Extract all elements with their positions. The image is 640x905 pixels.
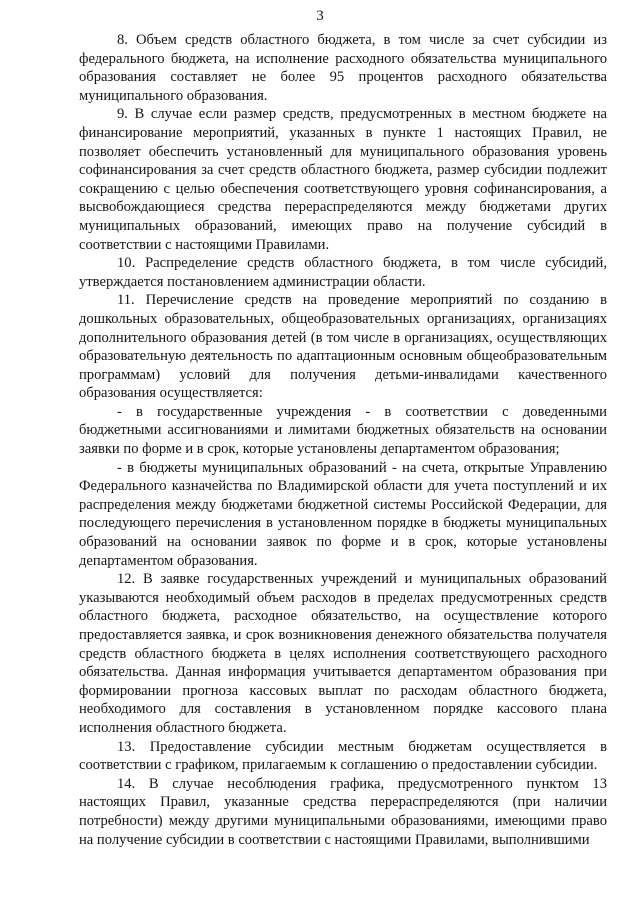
paragraph-11-item-state-institutions: - в государственные учреждения - в соответствии с доведенными бюджетными ассигнованиями и лимитами бюджетных обязательств на основании заявки по форме и в срок, которые установлены департаментом образования;: [79, 403, 607, 458]
paragraph-10: 10. Распределение средств областного бюджета, в том числе субсидий, утверждается постановлением администрации области.: [79, 255, 607, 290]
paragraph-14: 14. В случае несоблюдения графика, предусмотренного пунктом 13 настоящих Правил, указанные средства перераспределяются (при наличии потребности) между другими муниципальными образованиями, имеющими право на получение субсидии в соответствии с настоящими Правилами, выполнившими: [79, 775, 607, 848]
document-body: [79, 31, 607, 849]
paragraph-9: 9. В случае если размер средств, предусмотренных в местном бюджете на финансирование мероприятий, указанных в пункте 1 настоящих Правил, не позволяет обеспечить установленный для муниципального образования уровень софинансирования за счет средств областного бюджета, размер субсидии подлежит сокращению с целью обеспечения соответствующего уровня софинансирования, а высвобождающиеся средства перераспределяются между бюджетами других муниципальных образований, имеющих право на получение субсидий в соответствии с настоящими Правилами.: [79, 106, 607, 253]
paragraph-13: 13. Предоставление субсидии местным бюджетам осуществляется в соответствии с графиком, прилагаемым к соглашению о предоставлении субсидии.: [79, 738, 607, 774]
paragraph-11-item-municipal-budgets: - в бюджеты муниципальных образований - на счета, открытые Управлению Федерального казначейства по Владимирской области для учета поступлений и их распределения между бюджетами бюджетной системы Российской Федерации, для последующего перечисления в установленном порядке в бюджеты муниципальных образований на основании заявок по форме и в срок, которые установлены департаментом образования.: [79, 459, 607, 569]
paragraph-11: 11. Перечисление средств на проведение мероприятий по созданию в дошкольных образовательных, общеобразовательных организациях, организациях дополнительного образования детей (в том числе в организациях, осуществляющих образовательную деятельность по адаптационным основным общеобразовательным программам) условий для получения детьми-инвалидами качественного образования осуществляется:: [79, 292, 607, 402]
page-number: 3: [316, 8, 324, 24]
paragraph-12: 12. В заявке государственных учреждений и муниципальных образований указываются необходимый объем расходов в пределах предусмотренных средств областного бюджета, расходное обязательство, на осуществление которого предоставляется заявка, и срок возникновения денежного обязательства получателя средств областного бюджета в целях исполнения соответствующего расходного обязательства. Данная информация учитывается департаментом образования при формировании прогноза кассовых выплат по расходам областного бюджета, необходимого для составления в установленном порядке кассового плана исполнения областного бюджета.: [79, 571, 607, 736]
paragraph-8: 8. Объем средств областного бюджета, в том числе за счет субсидии из федерального бюджета, на исполнение расходного обязательства муниципального образования составляет не более 95 процентов расходного обязательства муниципального образования.: [79, 32, 607, 104]
